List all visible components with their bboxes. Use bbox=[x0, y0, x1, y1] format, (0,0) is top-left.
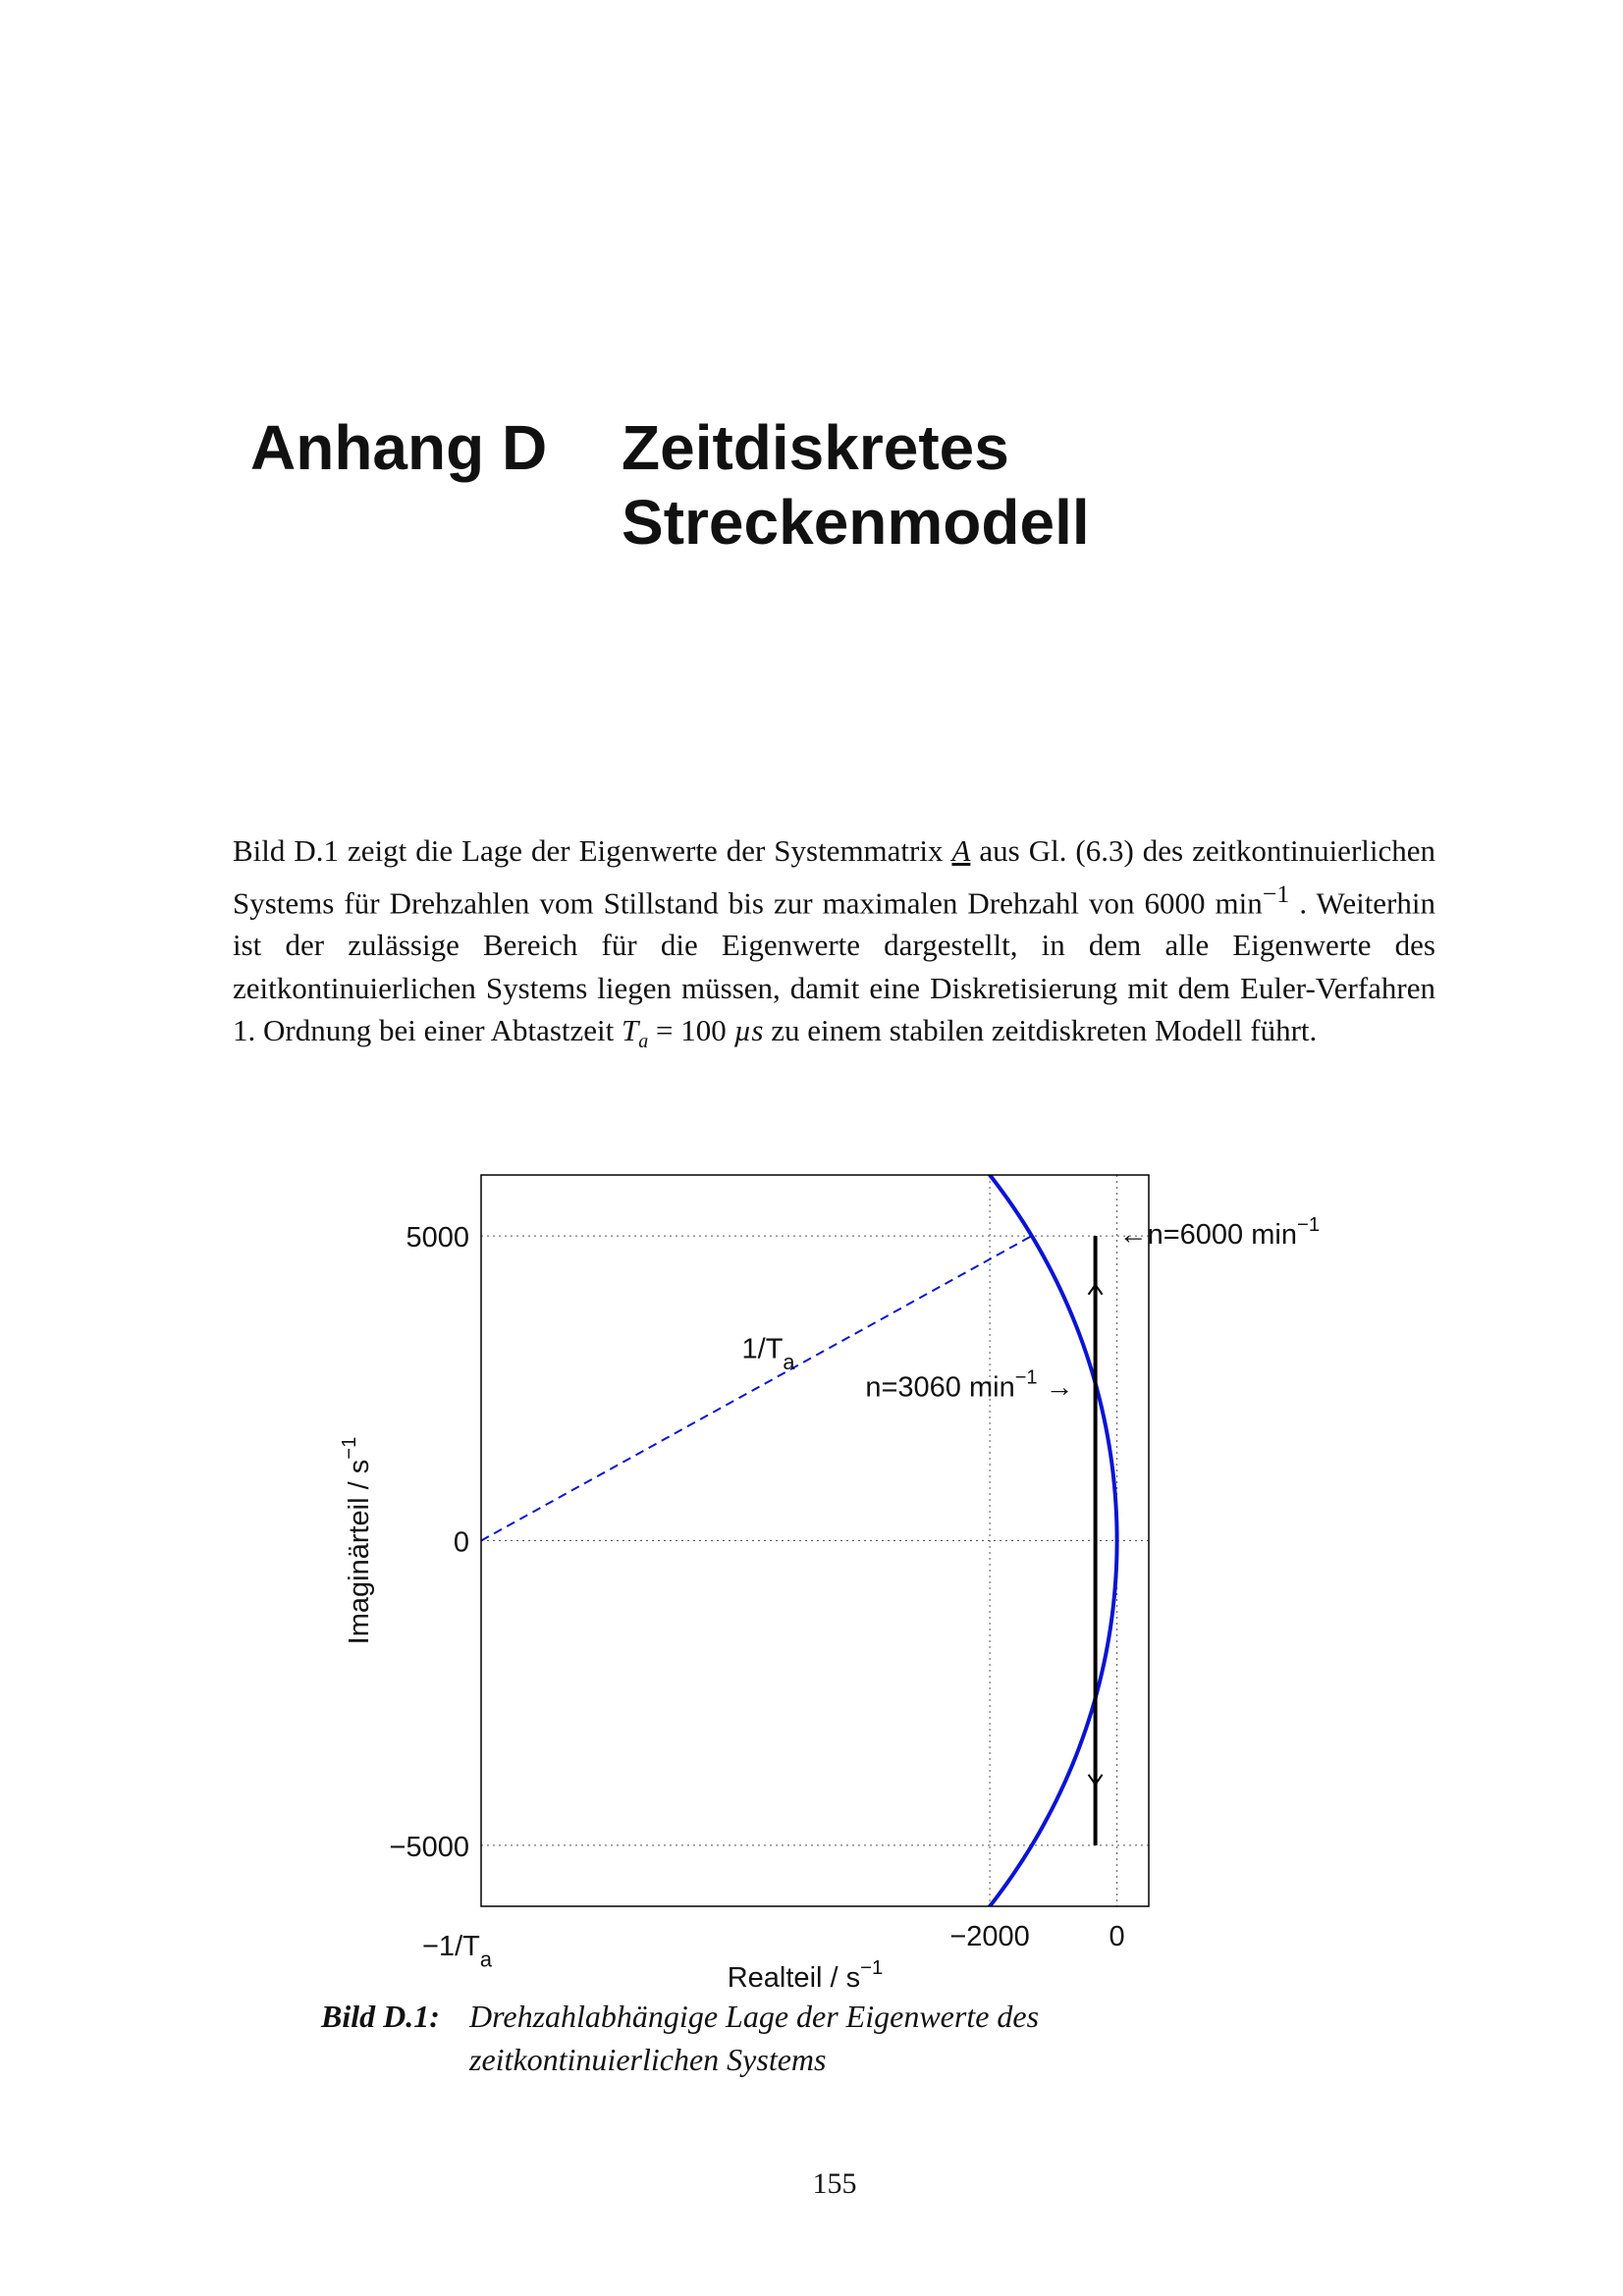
caption-text: Drehzahlabhängige Lage der Eigenwerte des zeitkontinuierlichen Systems bbox=[469, 1999, 1040, 2077]
page-number: 155 bbox=[812, 2167, 857, 2200]
chapter-title bbox=[622, 410, 1171, 560]
x-tick-label: $-1/T_a$ bbox=[422, 1931, 492, 1972]
y-axis-label: Imaginärteil / $s^{-1}$ bbox=[338, 1436, 375, 1645]
radius-label: $1/T_a$ bbox=[741, 1333, 795, 1374]
mu-unit: µs bbox=[733, 1013, 764, 1048]
body-paragraph bbox=[233, 829, 1435, 1064]
y-tick-label: 5000 bbox=[406, 1222, 469, 1255]
stability-circle-arc bbox=[481, 1163, 1117, 2007]
caption-label: Bild D.1: bbox=[321, 1999, 440, 2034]
annotation-3060: n=3060 $\min^{-1}$ → bbox=[865, 1366, 1074, 1404]
paragraph-part1: Bild D.1 zeigt die Lage der Eigenwerte der Systemmatrix bbox=[233, 833, 952, 868]
x-tick-label: −2000 bbox=[949, 1921, 1030, 1952]
x-axis-label: Realteil / $s^{-1}$ bbox=[727, 1956, 884, 1994]
chapter-title-line1: Zeitdiskretes bbox=[622, 412, 1009, 483]
eigenvalue-plot bbox=[324, 1163, 1355, 2007]
paragraph-part3: . Weiterhin ist der zulässige Bereich für die Eigenwerte dargestellt, in dem alle Eigenwerte des zeitkontinuierlichen Systems liegen müssen, damit eine Diskretisierung mit dem Euler-Verfahren 1. Ordnung bei einer Abtastzeit bbox=[233, 884, 1435, 1048]
paragraph-part5: zu einem stabilen zeitdiskreten Modell führt. bbox=[763, 1013, 1318, 1048]
x-tick-label: 0 bbox=[1109, 1921, 1125, 1952]
paragraph-part2: aus Gl. (6.3) des zeitkontinuierlichen Systems für Drehzahlen vom Stillstand bis zur maximalen Drehzahl von 6000 min bbox=[233, 833, 1436, 920]
annotation-max-speed: ←n=6000 $\min^{-1}$ bbox=[1118, 1214, 1321, 1252]
eigenvalue-figure bbox=[324, 1163, 1355, 2012]
unit-exponent: −1 bbox=[1262, 879, 1290, 908]
chapter-label: Anhang D bbox=[250, 412, 548, 483]
ta-subscript: a bbox=[638, 1031, 649, 1053]
matrix-symbol: A bbox=[951, 833, 971, 868]
ta-symbol: T bbox=[622, 1013, 639, 1048]
paragraph-part4: = 100 bbox=[648, 1013, 734, 1048]
y-tick-label: −5000 bbox=[389, 1831, 469, 1863]
chapter-title-line2: Streckenmodell bbox=[622, 487, 1090, 558]
y-tick-label: 0 bbox=[453, 1526, 469, 1559]
